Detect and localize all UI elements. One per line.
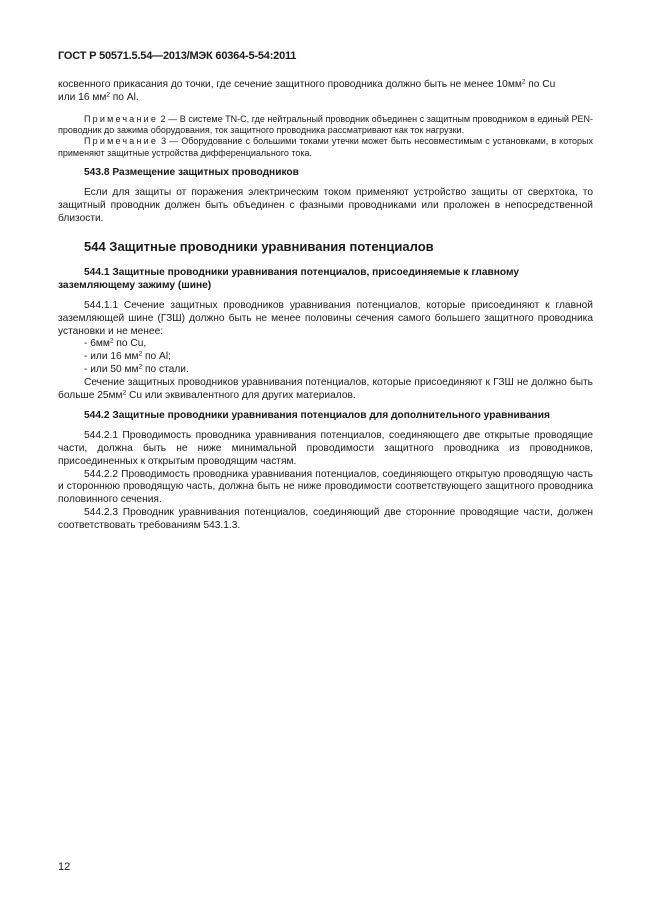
note-text: 2 — В системе TN-C, где нейтральный проводник объединен с защитным проводником в единый PEN-проводник до зажима оборудования, ток защитного проводника рассматривают как ток нагрузки.	[58, 113, 593, 135]
superscript: 2	[138, 350, 143, 358]
note-3	[58, 136, 593, 159]
note-label: Примечание	[84, 113, 159, 124]
list-item	[84, 351, 593, 364]
note-2	[58, 114, 593, 137]
text-run: - или 16 мм	[84, 351, 139, 363]
text-run: - 6мм	[84, 338, 110, 350]
paragraph-544-1-1-cont	[58, 377, 593, 403]
text-run: или 16 мм	[58, 91, 107, 103]
paragraph-544-2-2: 544.2.2 Проводимость проводника уравнивания потенциалов, соединяющего открытую проводящую часть и стороннюю проводящую часть, должна быть не ниже проводимости соответствующего защитного проводника половинного сечения.	[58, 468, 593, 506]
text-run: по Al;	[142, 351, 171, 363]
section-heading-544: 544 Защитные проводники уравнивания потенциалов	[84, 239, 434, 255]
text-run: по Al.	[109, 91, 139, 103]
text-run: по стали.	[142, 363, 189, 375]
text-run: - или 50 мм	[84, 363, 139, 375]
list-item	[84, 338, 593, 351]
section-543-8-text: Если для защиты от поражения электрическим током применяют устройство защиты от сверхтока, то защитный проводник должен быть объединен с фазными проводниками или проложен в непосредственной близости.	[58, 187, 593, 224]
section-heading-544-1: 544.1 Защитные проводники уравнивания потенциалов, присоединяемые к главному заземляющему зажиму (шине)	[58, 267, 520, 292]
superscript: 2	[138, 363, 143, 371]
page-content	[58, 79, 593, 533]
paragraph-544-2-1: 544.2.1 Проводимость проводника уравнивания потенциалов, соединяющего две открытые проводящие части, должна быть не ниже минимальной проводимости защитного проводника из проводников, присоединенных к открытым проводящим частям.	[58, 430, 593, 467]
paragraph-544-1-1: 544.1.1 Сечение защитных проводников уравнивания потенциалов, которые присоединяют к главной заземляющей шине (ГЗШ) должно быть не менее половины сечения самого большего защитного проводника установки и не менее:	[58, 300, 593, 337]
text-run: Cu или эквивалентного для других материалов.	[126, 389, 356, 401]
page-number: 12	[58, 861, 71, 873]
superscript: 2	[106, 91, 110, 99]
text-run: косвенного прикасания до точки, где сечение защитного проводника должно быть не менее 10мм	[58, 79, 522, 90]
superscript: 2	[109, 337, 114, 345]
list-item	[84, 364, 593, 377]
document-header: ГОСТ Р 50571.5.54—2013/МЭК 60364-5-54:2011	[58, 50, 297, 62]
paragraph-544-2-3: 544.2.3 Проводник уравнивания потенциалов, соединяющий две сторонние проводящие части, должен соответствовать требованиям 543.1.3.	[58, 506, 593, 531]
section-heading-543-8: 543.8 Размещение защитных проводников	[84, 167, 299, 179]
text-run: Сечение защитных проводников уравнивания потенциалов, которые присоединяют к ГЗШ не должно быть больше 25мм	[58, 376, 593, 401]
text-run: по Cu,	[113, 338, 147, 350]
superscript: 2	[521, 78, 526, 86]
note-text: 3 — Оборудование с большими токами утечки может быть несовместимым с установками, в которых применяют защитные устройства дифференциального тока.	[58, 136, 593, 158]
minimum-section-list	[58, 338, 593, 376]
note-label: Примечание	[84, 136, 159, 147]
text-run: по Cu	[525, 79, 556, 90]
section-heading-544-2: 544.2 Защитные проводники уравнивания потенциалов для дополнительного уравнивания	[84, 410, 550, 422]
paragraph-continuation	[58, 79, 593, 105]
superscript: 2	[122, 389, 127, 397]
